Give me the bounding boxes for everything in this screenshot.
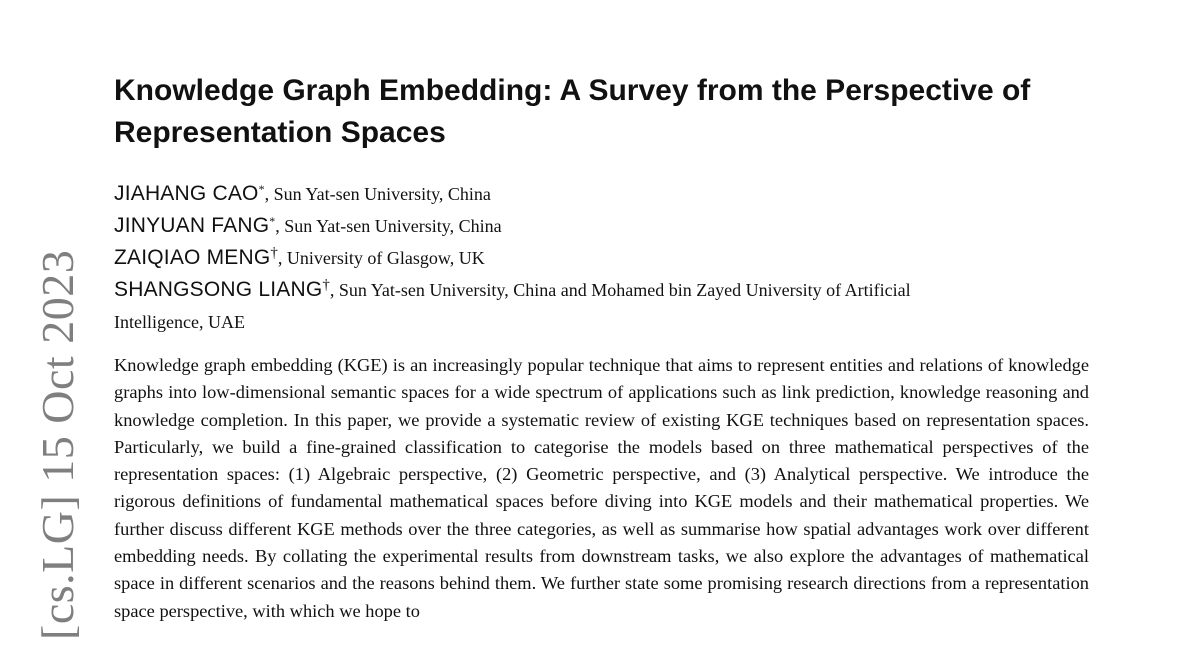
author-affiliation: , University of Glasgow, UK [277,248,485,268]
author-entry [114,178,1104,210]
paper-title: Knowledge Graph Embedding: A Survey from the Perspective of Representation Spaces [114,74,1031,149]
abstract-text: Knowledge graph embedding (KGE) is an increasingly popular technique that aims to represent entities and relations of knowledge graphs into low-dimensional semantic spaces for a wide spectrum of applications such as link prediction, knowledge reasoning and knowledge completion. In this paper, we provide a systematic review of existing KGE techniques based on representation spaces. Particularly, we build a fine-grained classification to categorise the models based on three mathematical perspectives of the representation spaces: (1) Algebraic perspective, (2) Geometric perspective, and (3) Analytical perspective. We introduce the rigorous definitions of fundamental mathematical spaces before diving into KGE models and their mathematical properties. We further discuss different KGE methods over the three categories, as well as summarise how spatial advantages work over different embedding needs. By collating the experimental results from downstream tasks, we also explore the advantages of mathematical space in different scenarios and the reasons behind them. We further state some promising research directions from a representation space perspective, with which we hope to [114,355,1089,621]
equal-contribution-mark: * [258,182,265,196]
author-list [114,178,1104,338]
author-entry [114,274,1104,306]
author-affiliation: , Sun Yat-sen University, China and Mohamed bin Zayed University of Artificial [329,280,911,300]
author-entry [114,242,1104,274]
author-name: JINYUAN FANG [114,214,270,237]
author-affiliation-continuation: Intelligence, UAE [114,312,245,332]
corresponding-author-mark: † [270,245,278,261]
author-entry [114,210,1104,242]
author-name: SHANGSONG LIANG [114,278,323,301]
author-name: ZAIQIAO MENG [114,246,271,269]
corresponding-author-mark: † [322,277,330,293]
author-affiliation: , Sun Yat-sen University, China [275,216,502,236]
author-affiliation: , Sun Yat-sen University, China [264,184,491,204]
equal-contribution-mark: * [269,214,276,228]
arxiv-identifier-stamp: [cs.LG] 15 Oct 2023 [32,249,83,640]
author-name: JIAHANG CAO [114,182,259,205]
